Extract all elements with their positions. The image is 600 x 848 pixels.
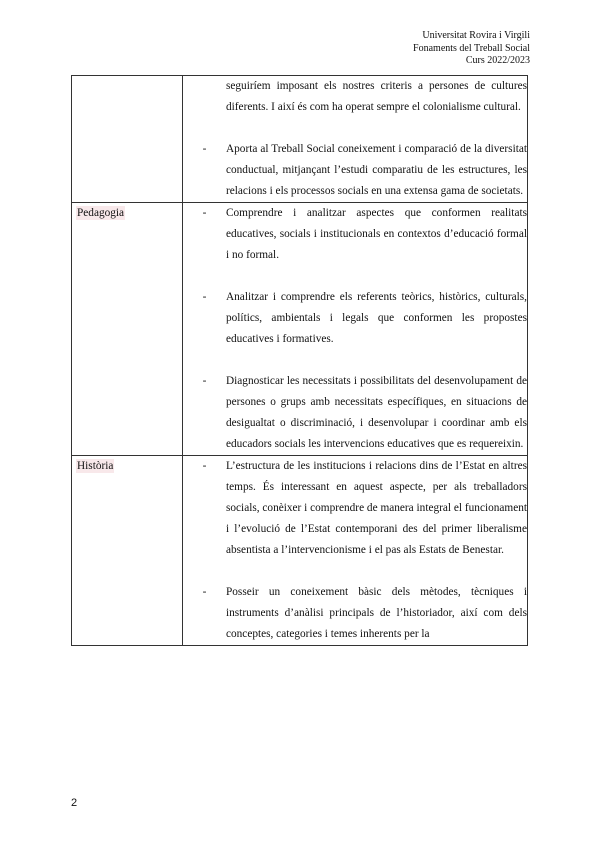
list-item — [183, 371, 527, 455]
list-item-text: Posseir un coneixement bàsic dels mètodes, tècniques i instruments d’anàlisi principals de l’historiador, així com dels conceptes, categories i temes inherents per la — [226, 586, 527, 640]
list-item-text: Comprendre i analitzar aspectes que conformen realitats educatives, socials i institucionals en contextos d’educació formal i no formal. — [226, 207, 527, 261]
bullet-dash: - — [202, 375, 207, 387]
table-row — [72, 456, 528, 646]
list-item — [183, 203, 527, 266]
bullet-dash: - — [202, 143, 207, 155]
list-item — [183, 139, 527, 202]
header-academic-year: Curs 2022/2023 — [465, 55, 530, 66]
subject-cell — [72, 76, 183, 203]
table-row — [72, 76, 528, 203]
page-number: 2 — [71, 797, 78, 809]
list-item-text: L’estructura de les institucions i relacions dins de l’Estat en altres temps. És interessant en aquest aspecte, per als treballadors socials, conèixer i comprendre de manera integral el funcionament i l’evolució de l’Estat contemporani des del primer liberalisme absentista a l’intervencionisme i el pas als Estats de Benestar. — [226, 460, 527, 556]
bullet-dash: - — [202, 460, 207, 472]
list-item-text: Diagnosticar les necessitats i possibilitats del desenvolupament de persones o grups amb necessitats específiques, en situacions de desigualtat o discriminació, i desenvolupar i coordinar amb els educadors socials les intervencions educatives que es requereixin. — [226, 375, 527, 450]
table-row — [72, 203, 528, 456]
list-item-text: seguiríem imposant els nostres criteris a persones de cultures diferents. I així és com ha operat sempre el colonialisme cultural. — [226, 80, 527, 113]
content-cell — [183, 203, 528, 456]
list-item — [183, 287, 527, 350]
subject-cell — [72, 203, 183, 456]
list-item — [183, 582, 527, 645]
list-item-text: Analitzar i comprendre els referents teòrics, històrics, culturals, polítics, ambientals i legals que conformen les propostes educatives i formatives. — [226, 291, 527, 345]
header-course-title: Fonaments del Treball Social — [413, 42, 530, 54]
bullet-dash: - — [202, 291, 207, 303]
list-item — [183, 456, 527, 561]
subject-label: Història — [77, 460, 114, 472]
content-cell — [183, 76, 528, 203]
content-cell — [183, 456, 528, 646]
list-item-text: Aporta al Treball Social coneixement i comparació de la diversitat conductual, mitjançant l’estudi comparatiu de les estructures, les relacions i els processos socials en una extensa gama de societats. — [226, 143, 527, 197]
subject-label: Pedagogia — [77, 207, 125, 219]
list-item — [183, 76, 527, 118]
subject-cell — [72, 456, 183, 646]
bullet-dash: - — [202, 207, 207, 219]
bullet-dash: - — [202, 586, 207, 598]
header-university: Universitat Rovira i Virgili — [422, 30, 530, 41]
page-header — [413, 30, 530, 68]
subjects-table — [71, 75, 528, 646]
